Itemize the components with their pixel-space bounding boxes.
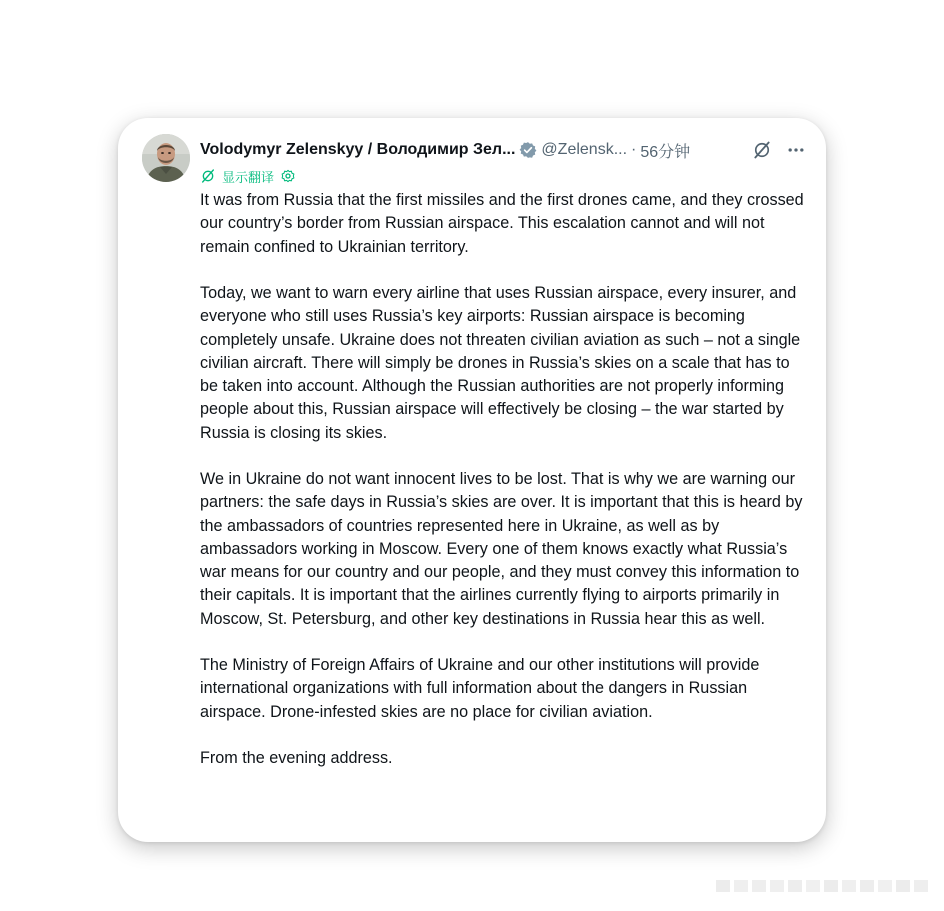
translate-icon xyxy=(200,168,216,184)
translate-row xyxy=(200,166,296,186)
tweet-paragraph: It was from Russia that the first missiles and the first drones came, and they crossed our country’s border from Russian airspace. This escalation cannot and will not remain confined to Ukrainian territory. xyxy=(200,191,804,256)
tweet-text xyxy=(200,189,806,770)
more-icon[interactable] xyxy=(786,140,806,160)
verified-badge-icon xyxy=(519,141,537,159)
header-actions xyxy=(752,140,806,160)
separator-dot: · xyxy=(631,141,637,158)
tweet-header xyxy=(200,138,806,162)
tweet-paragraph: The Ministry of Foreign Affairs of Ukraine and our other institutions will provide international organizations with full information about the dangers in Russian airspace. Drone-infested skies are no place for civilian aviation. xyxy=(200,656,760,721)
avatar[interactable] xyxy=(142,134,190,182)
timestamp[interactable]: 56分钟 xyxy=(640,143,691,161)
gear-icon[interactable] xyxy=(280,168,296,184)
handle[interactable]: @Zelensk... xyxy=(541,141,628,158)
tweet-paragraph: From the evening address. xyxy=(200,749,393,767)
show-translation-link[interactable]: 显示翻译 xyxy=(222,169,275,185)
avatar-image xyxy=(142,134,190,182)
watermark xyxy=(716,876,936,896)
grok-icon[interactable] xyxy=(752,140,772,160)
tweet-card[interactable] xyxy=(118,118,826,842)
tweet-paragraph: We in Ukraine do not want innocent lives to be lost. That is why we are warning our partners: the safe days in Russia’s skies are over. It is important that this is heard by the ambassadors of countries represented here in Ukraine, as well as by ambassadors working in Moscow. Every one of them knows exactly what Russia’s war means for our country and our people, and they must convey this information to their capitals. It is important that the airlines currently flying to airports primarily in Moscow, St. Petersburg, and other key destinations in Russia hear this as well. xyxy=(200,470,803,628)
tweet-paragraph: Today, we want to warn every airline that uses Russian airspace, every insurer, and everyone who still uses Russia’s key airports: Russian airspace is becoming completely unsafe. Ukraine does not threaten civilian aviation as such – not a single civilian aircraft. There will simply be drones in Russia’s skies on a scale that has to be taken into account. Although the Russian authorities are not properly informing people about this, Russian airspace will effectively be closing – the war started by Russia is closing its skies. xyxy=(200,284,801,442)
display-name[interactable]: Volodymyr Zelenskyy / Володимир Зел... xyxy=(200,141,516,158)
